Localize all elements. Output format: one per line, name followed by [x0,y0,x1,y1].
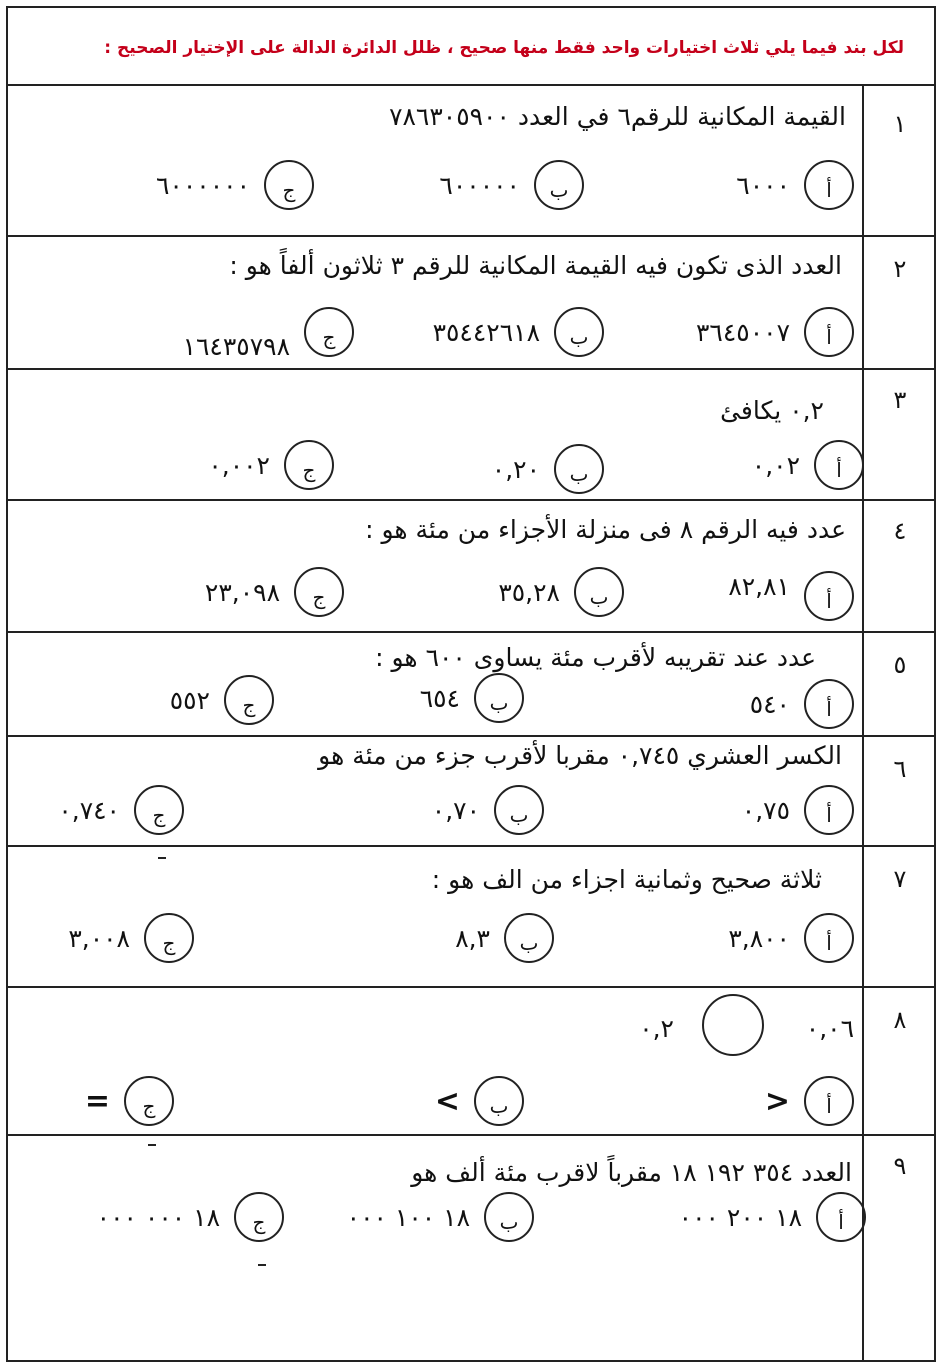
option-value: ١٦٤٣٥٧٩٨ [182,331,290,361]
option-value: ٣٥٤٤٢٦١٨ [432,317,540,347]
option-a[interactable] [728,571,854,621]
answer-circle-a[interactable]: أ [804,160,854,210]
question-row [8,237,934,370]
question-number: ١ [893,110,907,138]
option-b[interactable] [498,567,624,617]
question-row [8,737,934,847]
answer-circle-a[interactable]: أ [804,679,854,729]
answer-circle-c[interactable]: ج [234,1192,284,1242]
answer-circle-a[interactable]: أ [814,440,864,490]
option-c[interactable] [170,675,274,725]
stray-mark [258,1264,266,1266]
option-b[interactable] [347,1192,534,1242]
option-a[interactable] [679,1192,866,1242]
option-c[interactable] [58,785,184,835]
answer-circle-b[interactable]: ب [504,913,554,963]
answer-circle-a[interactable]: أ [804,913,854,963]
answer-circle-b[interactable]: ب [534,160,584,210]
question-number: ٩ [893,1152,907,1180]
option-value: ٠,٧٠ [431,795,480,825]
option-c[interactable] [68,913,194,963]
question-number: ٦ [893,755,907,783]
answer-circle-c[interactable]: ج [264,160,314,210]
answer-circle-c[interactable]: ج [284,440,334,490]
question-text: عدد فيه الرقم ٨ فى منزلة الأجزاء من مئة هو : [365,515,846,544]
answer-circle-c[interactable]: ج [124,1076,174,1126]
question-row [8,847,934,988]
question-number: ٢ [893,255,907,283]
question-row [8,370,934,501]
answer-circle-c[interactable]: ج [134,785,184,835]
compare-right-value: ٠,٢ [639,1014,674,1043]
option-value: ٦٠٠٠ [736,170,790,200]
comparison-blank-circle[interactable] [702,994,764,1056]
option-a[interactable] [736,160,854,210]
option-a[interactable] [728,913,854,963]
question-text: العدد ٣٥٤ ١٩٢ ١٨ مقرباً لاقرب مئة ألف هو [411,1158,852,1187]
question-number: ٤ [893,517,907,545]
answer-circle-a[interactable]: أ [804,1076,854,1126]
stray-mark [148,1144,156,1146]
option-c[interactable] [182,307,354,361]
answer-circle-b[interactable]: ب [494,785,544,835]
option-b[interactable] [420,673,524,723]
option-a[interactable] [765,1076,854,1126]
question-text: القيمة المكانية للرقم٦ في العدد ٧٨٦٣٠٥٩٠٠ [389,102,846,131]
option-b[interactable] [439,160,584,210]
option-b[interactable] [432,785,544,835]
question-row [8,988,934,1136]
option-b[interactable] [433,307,604,357]
answer-circle-c[interactable]: ج [304,307,354,357]
instructions-header [8,8,934,86]
answer-circle-b[interactable]: ب [554,444,604,494]
option-a[interactable] [742,785,854,835]
question-number: ٨ [893,1006,907,1034]
option-b[interactable] [435,1076,524,1126]
option-value: ١٨ ٠٠٠ ٠٠٠ [96,1202,220,1232]
option-symbol: > [434,1083,460,1119]
answer-circle-a[interactable]: أ [804,307,854,357]
option-value: ١٨ ١٠٠ ٠٠٠ [346,1202,470,1232]
option-value: ٠,٠٢ [751,450,800,480]
answer-circle-b[interactable]: ب [574,567,624,617]
option-value: ٥٤٠ [749,689,790,719]
question-number: ٧ [893,865,907,893]
option-symbol: = [84,1083,110,1119]
instructions-text: لكل بند فيما يلي ثلاث اختيارات واحد فقط منها صحيح ، ظلل الدائرة الدالة على الإختيار الصحيح : [104,38,904,58]
question-text: العدد الذى تكون فيه القيمة المكانية للرقم ٣ ثلاثون ألفاً هو : [229,251,842,280]
question-row [8,86,934,237]
option-c[interactable] [97,1192,284,1242]
option-value: ٠,٧٥ [741,795,790,825]
option-value: ٦٠٠٠٠٠٠ [156,170,250,200]
question-text: ثلاثة صحيح وثمانية اجزاء من الف هو : [431,865,822,894]
option-value: ٦٠٠٠٠٠ [439,170,520,200]
answer-circle-a[interactable]: أ [804,785,854,835]
answer-circle-c[interactable]: ج [294,567,344,617]
option-b[interactable] [455,913,554,963]
question-row [8,633,934,737]
option-value: ٦٥٤ [419,683,460,713]
option-c[interactable] [85,1076,174,1126]
answer-circle-a[interactable]: أ [816,1192,866,1242]
question-number: ٣ [893,386,907,414]
option-value: ٣,٠٠٨ [68,923,130,953]
option-value: ٢٣,٠٩٨ [204,577,280,607]
option-b[interactable] [492,444,604,494]
answer-circle-b[interactable]: ب [554,307,604,357]
answer-circle-b[interactable]: ب [474,673,524,723]
stray-mark [158,857,166,859]
option-value: ١٨ ٢٠٠ ٠٠٠ [678,1202,802,1232]
option-value: ٠,٠٠٢ [208,450,270,480]
question-text: ٠,٢ يكافئ [720,396,824,425]
question-row [8,1136,934,1364]
question-number: ٥ [893,651,907,679]
option-a[interactable] [696,307,854,357]
option-a[interactable] [752,440,864,490]
option-value: ٨٢,٨١ [728,571,790,601]
compare-left-value: ٠,٠٦ [805,1014,854,1043]
question-text: عدد عند تقريبه لأقرب مئة يساوى ٦٠٠ هو : [375,643,816,672]
option-value: ٣٦٤٥٠٠٧ [696,317,790,347]
answer-circle-b[interactable]: ب [484,1192,534,1242]
option-value: ٠,٧٤٠ [58,795,120,825]
worksheet [6,6,936,1362]
option-c[interactable] [156,160,314,210]
answer-circle-b[interactable]: ب [474,1076,524,1126]
option-value: ٣,٨٠٠ [728,923,790,953]
option-c[interactable] [205,567,344,617]
question-row [8,501,934,633]
option-symbol: < [764,1083,790,1119]
option-value: ٥٥٢ [169,685,210,715]
option-value: ٣٥,٢٨ [498,577,560,607]
option-value: ٠,٢٠ [491,454,540,484]
answer-circle-a[interactable]: أ [804,571,854,621]
answer-circle-c[interactable]: ج [144,913,194,963]
question-text: الكسر العشري ٠,٧٤٥ مقربا لأقرب جزء من مئة هو [318,741,842,770]
option-value: ٨,٣ [455,923,490,953]
answer-circle-c[interactable]: ج [224,675,274,725]
option-c[interactable] [208,440,334,490]
option-a[interactable] [750,679,854,729]
